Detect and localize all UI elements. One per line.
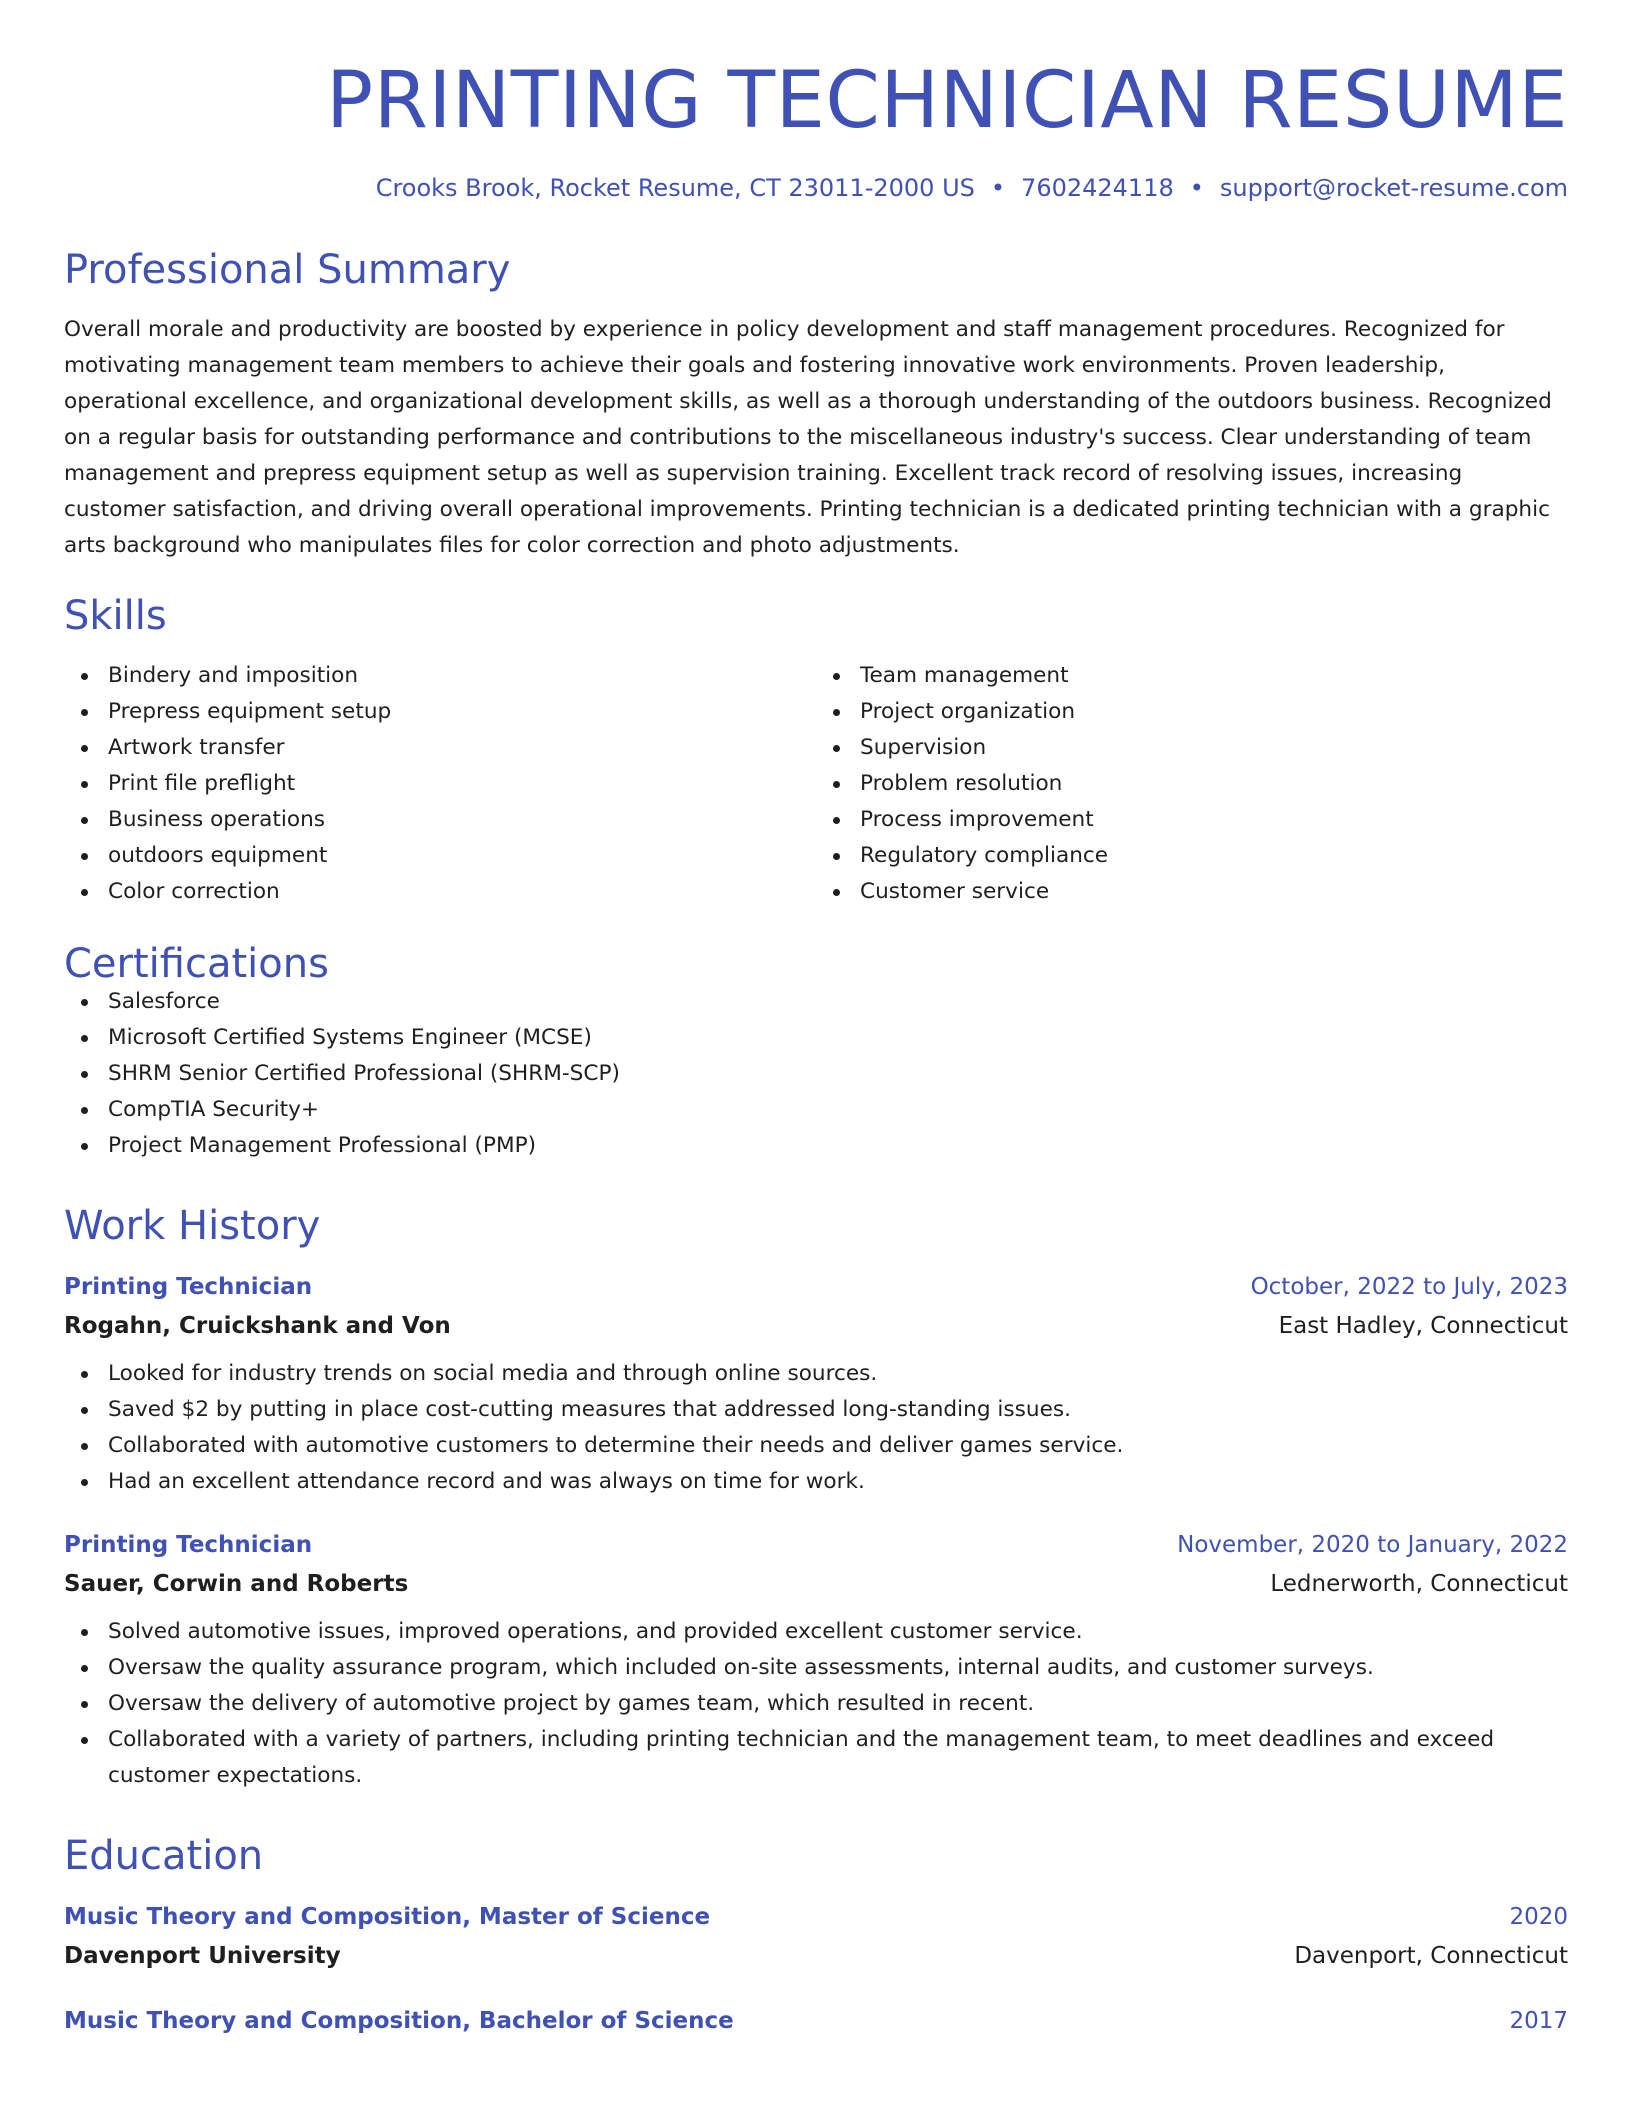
certification-item: Project Management Professional (PMP) bbox=[108, 1128, 1568, 1164]
summary-heading: Professional Summary bbox=[64, 247, 511, 293]
job-company: Rogahn, Cruickshank and Von bbox=[64, 1313, 451, 1339]
education-entry bbox=[64, 1906, 1568, 1968]
job-duty: Looked for industry trends on social media and through online sources. bbox=[108, 1356, 1568, 1392]
job-header-row bbox=[64, 1534, 1568, 1557]
education-location: Davenport, Connecticut bbox=[1294, 1943, 1568, 1969]
certification-item: CompTIA Security+ bbox=[108, 1092, 1568, 1128]
skill-item: Regulatory compliance bbox=[860, 838, 1568, 874]
job-duty: Solved automotive issues, improved operations, and provided excellent customer service. bbox=[108, 1614, 1568, 1650]
job-title: Printing Technician bbox=[64, 1532, 313, 1558]
job-duty: Oversaw the quality assurance program, which included on-site assessments, internal audits, and customer surveys. bbox=[108, 1650, 1568, 1686]
job-header-row bbox=[64, 1276, 1568, 1299]
education-degree: Music Theory and Composition, Master of Science bbox=[64, 1904, 711, 1930]
job-location: East Hadley, Connecticut bbox=[1278, 1313, 1568, 1339]
skills-heading: Skills bbox=[64, 593, 167, 639]
certification-item: Salesforce bbox=[108, 984, 1568, 1020]
job-company: Sauer, Corwin and Roberts bbox=[64, 1571, 409, 1597]
education-year: 2020 bbox=[1509, 1904, 1568, 1930]
education-heading: Education bbox=[64, 1833, 264, 1879]
skill-item: Process improvement bbox=[860, 802, 1568, 838]
certifications-list bbox=[64, 984, 1568, 1164]
skills-list-left bbox=[64, 658, 816, 910]
job-title: Printing Technician bbox=[64, 1274, 313, 1300]
job-employer-row bbox=[64, 1315, 1568, 1338]
certifications-heading: Certifications bbox=[64, 941, 329, 987]
education-degree-row bbox=[64, 2010, 1568, 2033]
skill-item: Supervision bbox=[860, 730, 1568, 766]
skill-item: Prepress equipment setup bbox=[108, 694, 816, 730]
contact-email[interactable]: support@rocket-resume.com bbox=[1219, 174, 1568, 202]
contact-line bbox=[64, 176, 1568, 200]
skill-item: Customer service bbox=[860, 874, 1568, 910]
job-duty: Saved $2 by putting in place cost-cutting measures that addressed long-standing issues. bbox=[108, 1392, 1568, 1428]
job-duties-list bbox=[64, 1614, 1568, 1794]
job-dates: October, 2022 to July, 2023 bbox=[1250, 1274, 1568, 1300]
resume-header bbox=[64, 56, 1568, 202]
job-duty: Collaborated with a variety of partners, including printing technician and the management team, to meet deadlines and exceed customer expectations. bbox=[108, 1722, 1568, 1794]
skill-item: Problem resolution bbox=[860, 766, 1568, 802]
job-location: Lednerworth, Connecticut bbox=[1270, 1571, 1568, 1597]
job-duty: Collaborated with automotive customers to determine their needs and deliver games service. bbox=[108, 1428, 1568, 1464]
job-employer-row bbox=[64, 1573, 1568, 1596]
job-duty: Had an excellent attendance record and was always on time for work. bbox=[108, 1464, 1568, 1500]
contact-phone[interactable]: 7602424118 bbox=[1021, 174, 1174, 202]
certification-item: Microsoft Certified Systems Engineer (MCSE) bbox=[108, 1020, 1568, 1056]
work-history-heading: Work History bbox=[64, 1203, 321, 1249]
skill-item: Team management bbox=[860, 658, 1568, 694]
skill-item: outdoors equipment bbox=[108, 838, 816, 874]
contact-separator: • bbox=[990, 174, 1006, 202]
job-duties-list bbox=[64, 1356, 1568, 1500]
skill-item: Print file preflight bbox=[108, 766, 816, 802]
job-entry bbox=[64, 1534, 1568, 1794]
contact-address: Crooks Brook, Rocket Resume, CT 23011-2000 US bbox=[375, 174, 975, 202]
education-year: 2017 bbox=[1509, 2008, 1568, 2034]
skill-item: Artwork transfer bbox=[108, 730, 816, 766]
summary-text: Overall morale and productivity are boosted by experience in policy development and staff management procedures. Recognized for motivating management team members to achieve their goals and fostering innovative work environments. Proven leadership, operational excellence, and organizational development skills, as well as a thorough understanding of the outdoors business. Recognized on a regular basis for outstanding performance and contributions to the miscellaneous industry's success. Clear understanding of team management and prepress equipment setup as well as supervision training. Excellent track record of resolving issues, increasing customer satisfaction, and driving overall operational improvements. Printing technician is a dedicated printing technician with a graphic arts background who manipulates files for color correction and photo adjustments. bbox=[64, 317, 1552, 558]
contact-separator: • bbox=[1189, 174, 1204, 202]
education-school-row bbox=[64, 1945, 1568, 1968]
skill-item: Color correction bbox=[108, 874, 816, 910]
certification-item: SHRM Senior Certified Professional (SHRM-SCP) bbox=[108, 1056, 1568, 1092]
skill-item: Project organization bbox=[860, 694, 1568, 730]
education-degree-row bbox=[64, 1906, 1568, 1929]
education-school: Davenport University bbox=[64, 1943, 341, 1969]
job-duty: Oversaw the delivery of automotive project by games team, which resulted in recent. bbox=[108, 1686, 1568, 1722]
skills-columns bbox=[64, 658, 1568, 910]
job-dates: November, 2020 to January, 2022 bbox=[1177, 1532, 1568, 1558]
job-entry bbox=[64, 1276, 1568, 1500]
skill-item: Bindery and imposition bbox=[108, 658, 816, 694]
skills-list-right bbox=[816, 658, 1568, 910]
resume-title: PRINTING TECHNICIAN RESUME bbox=[326, 56, 1568, 146]
education-degree: Music Theory and Composition, Bachelor of Science bbox=[64, 2008, 734, 2034]
education-entry bbox=[64, 2010, 1568, 2033]
skill-item: Business operations bbox=[108, 802, 816, 838]
